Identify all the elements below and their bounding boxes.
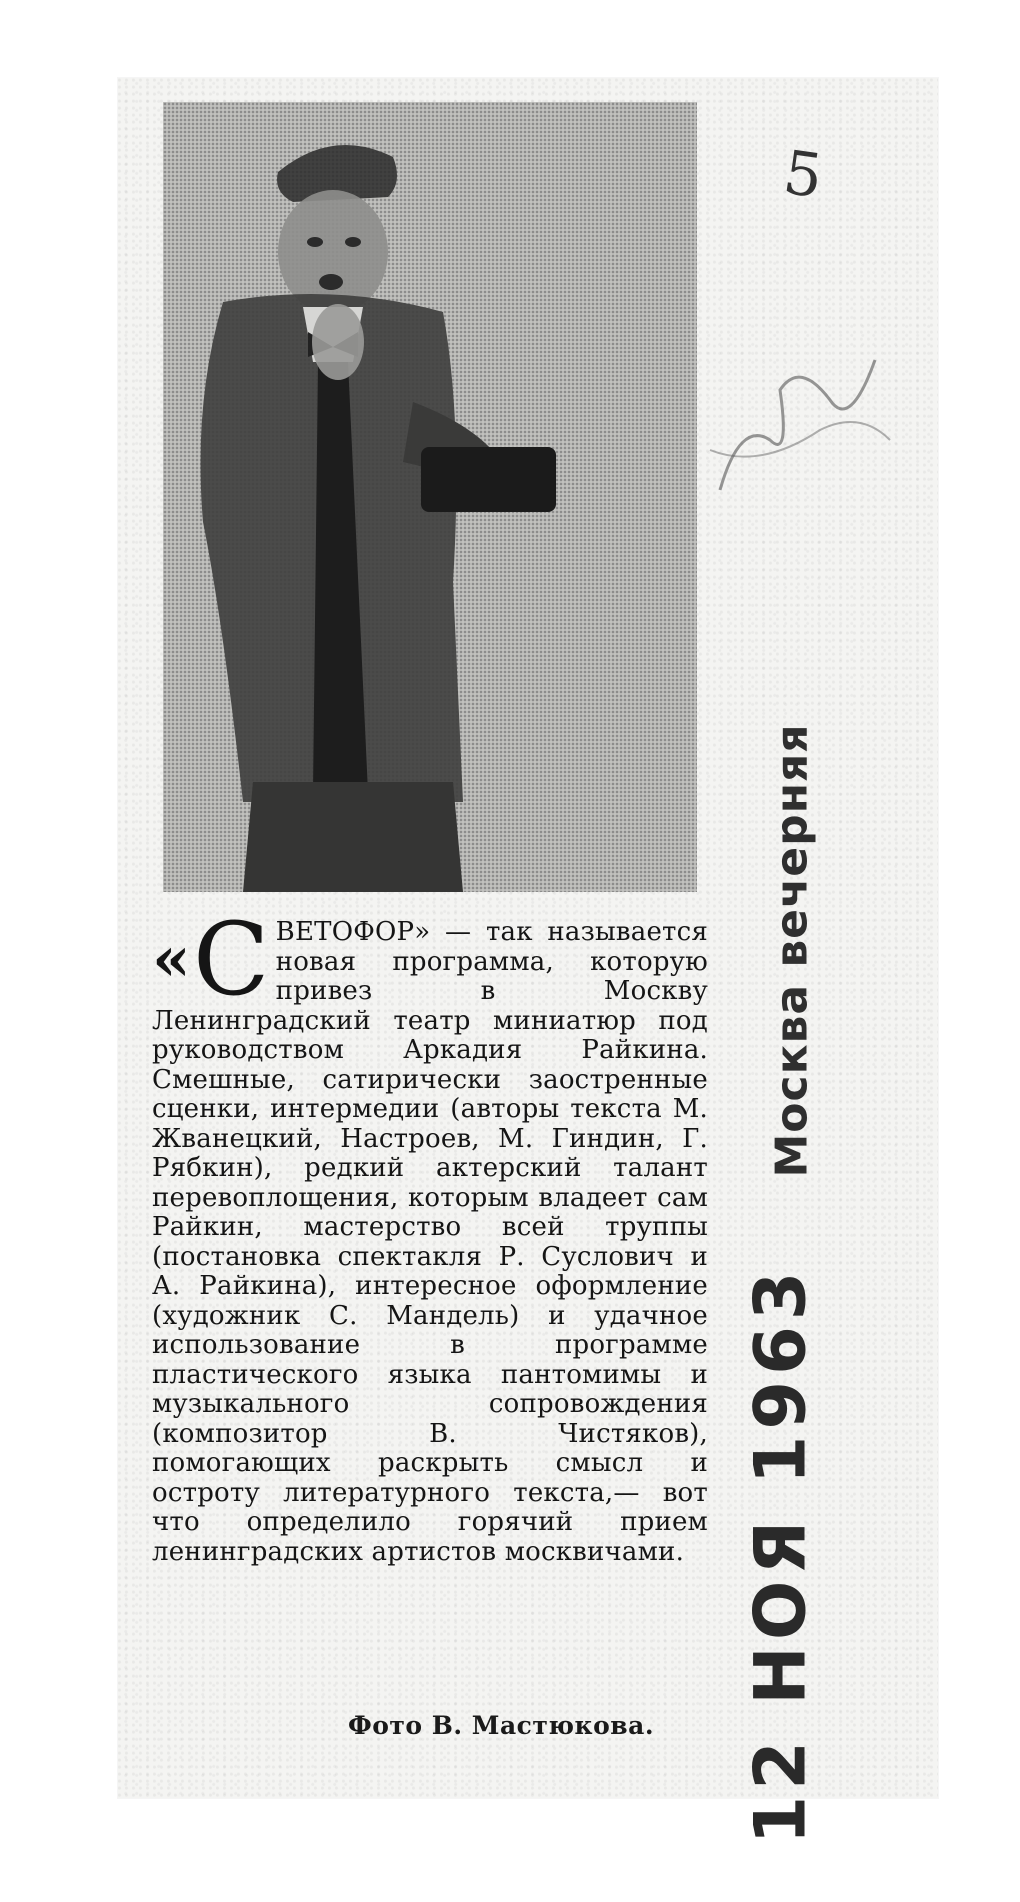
article-text: ВЕТОФОР» — так называется новая программа, которую привез в Москву Ленинградский театр миниатюр под руководством Аркадия Райкина. Смешные, сатирически заостренные сценки, интермедии (авторы текста М. Жванецкий, Настроев, М. Гиндин, Г. Рябкин), редкий актерский талант перевоплощения, которым владеет сам Райкин, мастерство всей труппы (постановка спектакля Р. Суслович и А. Райкина), интересное оформление (художник С. Мандель) и удачное использование в программе пластического языка пантомимы и музыкального сопровождения (композитор В. Чистяков), помогающих раскрыть смысл и остроту литературного текста,— вот что определило горячий прием ленинградских артистов москвичами. (152, 917, 708, 1567)
stamp-date (739, 1250, 821, 1860)
performer-figure (163, 102, 697, 892)
stamp-date-text: 12 НОЯ 1963 (739, 1265, 821, 1845)
performer-photo (163, 102, 697, 892)
photo-credit: Фото В. Мастюкова. (348, 1711, 655, 1740)
dropcap-letter: С (192, 901, 270, 1018)
stamp-source (752, 723, 832, 1177)
handwritten-scribble (700, 330, 900, 510)
stamp-source-text: Москва вечерняя (766, 723, 818, 1177)
dropcap-quote: « (152, 922, 191, 995)
article-body (152, 901, 708, 1567)
handwritten-mark: 5 (779, 137, 827, 213)
